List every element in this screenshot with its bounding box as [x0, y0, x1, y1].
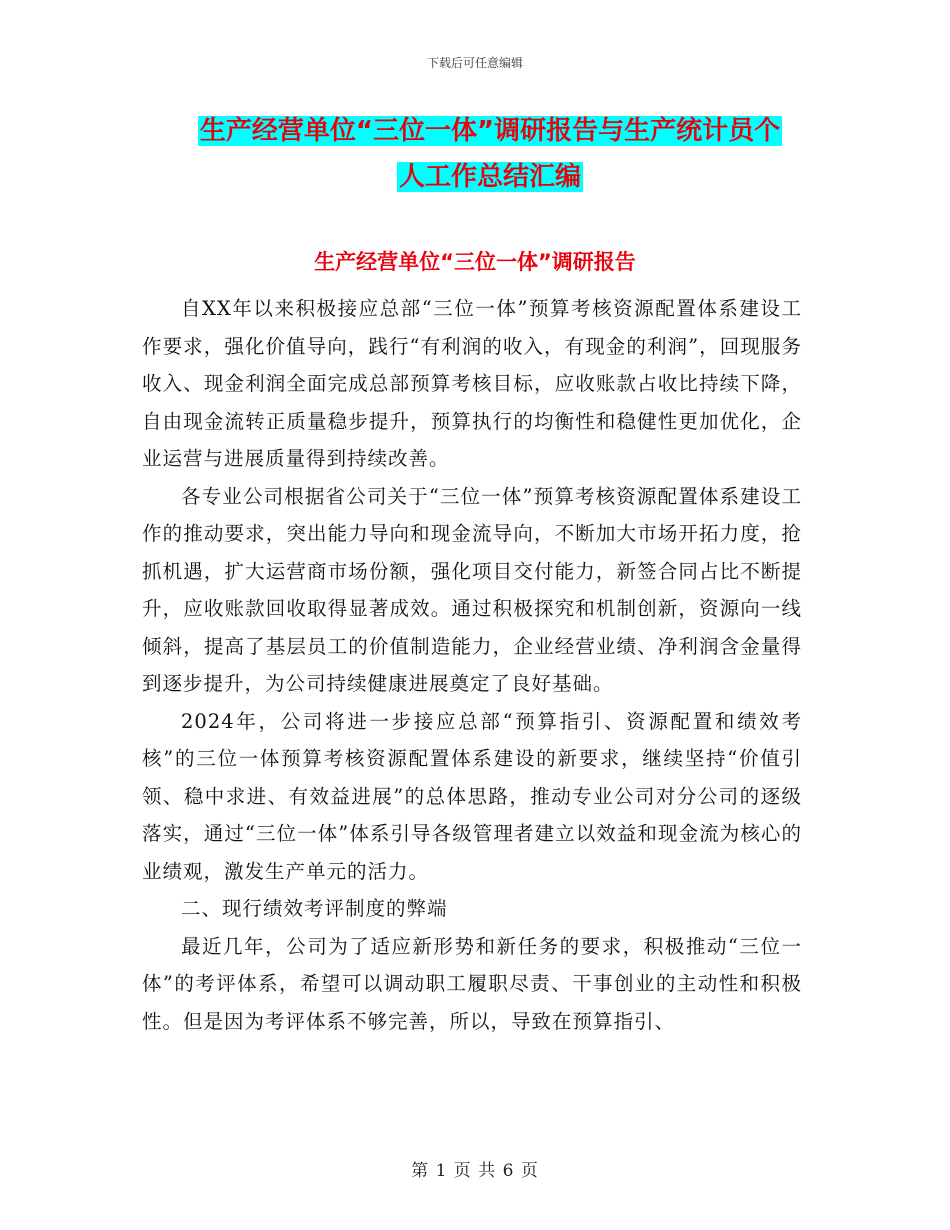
document-title-line-1: 生产经营单位“三位一体”调研报告与生产统计员个 [199, 116, 781, 146]
section-title: 生产经营单位“三位一体”调研报告 [314, 250, 636, 274]
document-body [142, 290, 802, 1040]
section-heading: 二、现行绩效考评制度的弊端 [181, 897, 448, 920]
paragraph: 自XX年以来积极接应总部“三位一体”预算考核资源配置体系建设工作要求，强化价值导向，践行“有利润的收入，有现金的利润”，回现服务收入、现金利润全面完成总部预算考核目标，应收账款占收比持续下降，自由现金流转正质量稳步提升，预算执行的均衡性和稳健性更加优化，企业运营与进展质量得到持续改善。 [142, 297, 802, 470]
paragraph: 各专业公司根据省公司关于“三位一体”预算考核资源配置体系建设工作的推动要求，突出能力导向和现金流导向，不断加大市场开拓力度，抢抓机遇，扩大运营商市场份额，强化项目交付能力，新签合同占比不断提升，应收账款回收取得显著成效。通过积极探究和机制创新，资源向一线倾斜，提高了基层员工的价值制造能力，企业经营业绩、净利润含金量得到逐步提升，为公司持续健康进展奠定了良好基础。 [142, 484, 802, 695]
document-title-line-2: 人工作总结汇编 [398, 162, 581, 192]
document-title [140, 108, 840, 200]
paragraph: 最近几年，公司为了适应新形势和新任务的要求，积极推动“三位一体”的考评体系，希望可以调动职工履职尽责、干事创业的主动性和积极性。但是因为考评体系不够完善，所以，导致在预算指引、 [142, 934, 802, 1033]
page-header-note: 下载后可任意编辑 [426, 56, 523, 70]
page-number: 第 1 页 共 6 页 [411, 1161, 539, 1181]
paragraph: 2024年，公司将进一步接应总部“预算指引、资源配置和绩效考核”的三位一体预算考核资源配置体系建设的新要求，继续坚持“价值引领、稳中求进、有效益进展”的总体思路，推动专业公司对分公司的逐级落实，通过“三位一体”体系引导各级管理者建立以效益和现金流为核心的业绩观，激发生产单元的活力。 [142, 709, 802, 883]
